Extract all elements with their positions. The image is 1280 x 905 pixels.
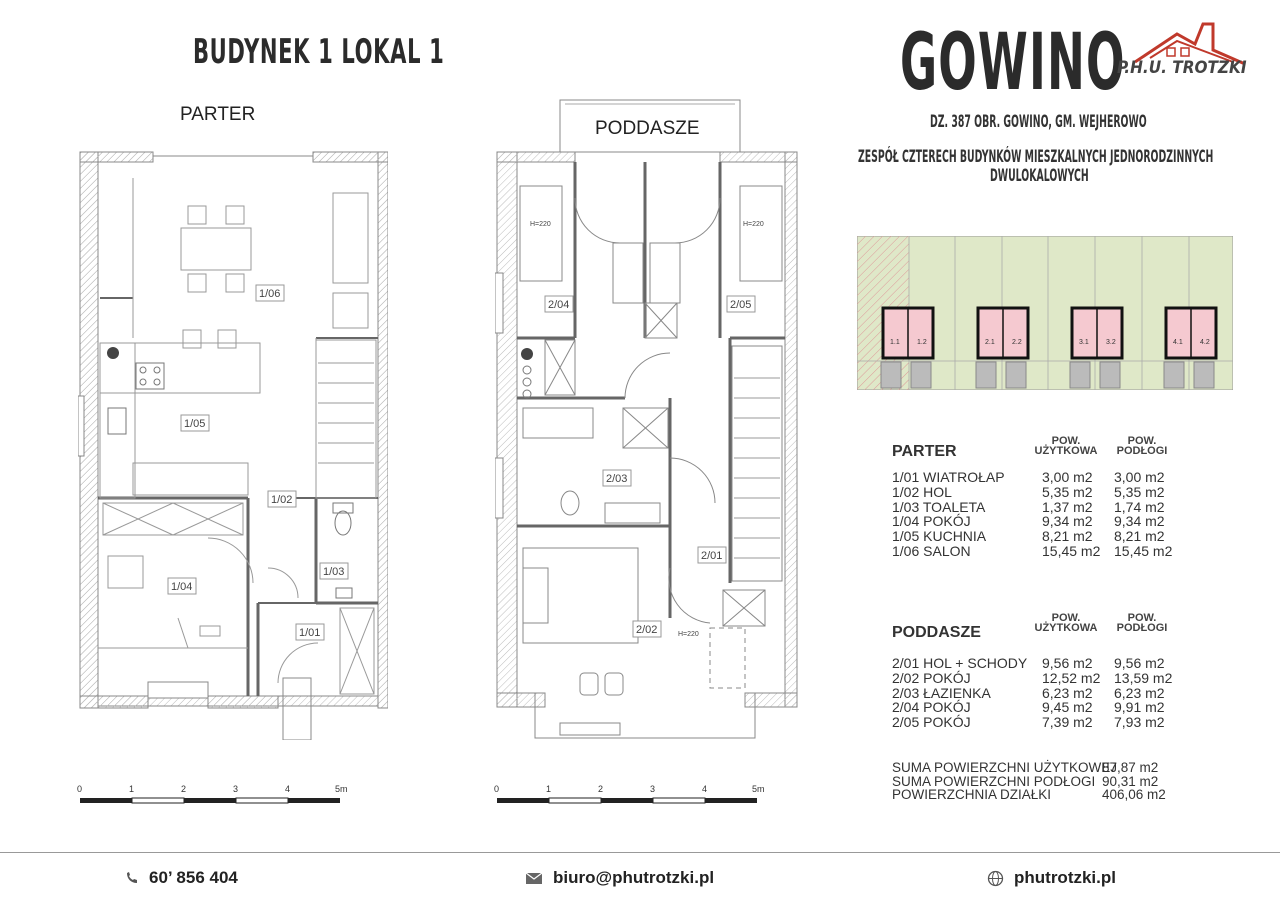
summary-label: SUMA POWIERZCHNI PODŁOGI [892, 773, 1096, 789]
area-name: 2/01 HOL + SCHODY [892, 655, 1028, 671]
svg-text:4.1: 4.1 [1173, 339, 1183, 346]
summary-row [892, 787, 1166, 802]
room-label: 1/03 [323, 566, 345, 578]
svg-text:3: 3 [233, 784, 239, 794]
floor-area-header: POW. PODŁOGI [1116, 435, 1168, 457]
room-label: 2/04 [548, 299, 570, 311]
svg-text:5m: 5m [335, 784, 348, 794]
usable-area-header: POW. UŻYTKOWA [1034, 612, 1098, 634]
website-url: phutrotzki.pl [1014, 868, 1116, 887]
footer-email[interactable] [525, 868, 714, 888]
summary-value: 406,06 m2 [1102, 787, 1166, 802]
area-name: 2/04 POKÓJ [892, 699, 971, 716]
svg-text:5m: 5m [752, 784, 765, 794]
area-floor: 9,56 m2 [1114, 655, 1165, 671]
svg-text:H=220: H=220 [530, 221, 551, 228]
area-floor: 15,45 m2 [1114, 543, 1173, 559]
svg-text:3: 3 [650, 784, 656, 794]
location-text: DZ. 387 OBR. GOWINO, GM. WEJHEROWO [930, 112, 1147, 132]
area-usable: 15,45 m2 [1042, 543, 1101, 559]
area-usable: 9,56 m2 [1042, 655, 1093, 671]
area-floor: 7,93 m2 [1114, 714, 1165, 731]
area-usable: 12,52 m2 [1042, 669, 1101, 686]
svg-text:2: 2 [598, 784, 604, 794]
svg-text:2: 2 [181, 784, 187, 794]
footer-divider [0, 852, 1280, 853]
parter-floor-plan [78, 148, 388, 740]
svg-text:0: 0 [77, 784, 83, 794]
area-floor: 3,00 m2 [1114, 469, 1165, 485]
summary-value: 87,87 m2 [1102, 760, 1159, 775]
area-floor: 6,23 m2 [1114, 684, 1165, 701]
area-usable: 5,35 m2 [1042, 483, 1093, 500]
area-name: 2/03 ŁAZIENKA [892, 684, 991, 701]
room-label: 2/03 [606, 473, 628, 485]
area-floor: 9,34 m2 [1114, 513, 1165, 530]
logo-text: P.H.U. TROTZKI [1117, 58, 1247, 78]
area-name: 2/05 POKÓJ [892, 714, 971, 731]
area-usable: 9,45 m2 [1042, 699, 1093, 716]
phone-icon [125, 871, 139, 885]
room-label: 2/02 [636, 624, 658, 636]
svg-text:1.2: 1.2 [917, 339, 927, 346]
area-floor: 1,74 m2 [1114, 498, 1165, 515]
svg-text:2.1: 2.1 [985, 339, 995, 346]
brand-name: GOWINO [900, 18, 1126, 108]
room-label: 1/05 [184, 418, 206, 430]
poddasze-floor-plan [495, 98, 805, 743]
area-usable: 6,23 m2 [1042, 684, 1093, 701]
globe-icon [987, 870, 1004, 887]
poddasze-table-title: PODDASZE [892, 624, 981, 641]
parter-label: PARTER [180, 104, 256, 125]
usable-area-header: POW. UŻYTKOWA [1034, 435, 1098, 457]
svg-text:H=220: H=220 [743, 221, 764, 228]
svg-text:1: 1 [546, 784, 552, 794]
envelope-icon [525, 872, 543, 885]
svg-text:1.1: 1.1 [890, 339, 900, 346]
room-label: 2/01 [701, 550, 723, 562]
svg-text:0: 0 [494, 784, 500, 794]
svg-text:H=220: H=220 [678, 631, 699, 638]
summary-label: SUMA POWIERZCHNI UŻYTKOWEJ [892, 760, 1118, 775]
area-floor: 8,21 m2 [1114, 528, 1165, 545]
summary-label: POWIERZCHNIA DZIAŁKI [892, 787, 1052, 802]
svg-text:4.2: 4.2 [1200, 339, 1210, 346]
svg-text:2.2: 2.2 [1012, 339, 1022, 346]
poddasze-label: PODDASZE [595, 118, 700, 139]
svg-text:3.2: 3.2 [1106, 339, 1116, 346]
email-address: biuro@phutrotzki.pl [553, 868, 715, 887]
svg-text:3.1: 3.1 [1079, 339, 1089, 346]
room-label: 1/01 [299, 627, 321, 639]
footer-website[interactable] [987, 868, 1116, 888]
site-plan [857, 236, 1233, 390]
area-usable: 3,00 m2 [1042, 469, 1093, 485]
scale-bar-poddasze [492, 783, 782, 807]
area-name: 1/01 WIATROŁAP [892, 469, 1005, 485]
description-line1: ZESPÓŁ CZTERECH BUDYNKÓW MIESZKALNYCH JEDNORODZINNYCH [858, 147, 1214, 167]
area-usable: 9,34 m2 [1042, 513, 1093, 530]
area-usable: 1,37 m2 [1042, 498, 1093, 515]
scale-bar-parter [75, 783, 365, 807]
room-label: 1/02 [271, 494, 293, 506]
footer-phone[interactable] [125, 868, 238, 888]
area-name: 1/06 SALON [892, 543, 971, 559]
svg-text:1: 1 [129, 784, 135, 794]
area-name: 1/02 HOL [892, 483, 952, 500]
area-usable: 8,21 m2 [1042, 528, 1093, 545]
area-name: 1/04 POKÓJ [892, 513, 971, 530]
page-title: BUDYNEK 1 LOKAL 1 [193, 32, 445, 72]
area-floor: 13,59 m2 [1114, 669, 1173, 686]
parter-table-title: PARTER [892, 443, 957, 460]
area-name: 2/02 POKÓJ [892, 669, 971, 686]
svg-text:4: 4 [702, 784, 708, 794]
floor-area-header: POW. PODŁOGI [1116, 612, 1168, 634]
room-label: 1/06 [259, 288, 281, 300]
room-label: 1/04 [171, 581, 193, 593]
area-name: 1/05 KUCHNIA [892, 528, 987, 545]
area-floor: 9,91 m2 [1114, 699, 1165, 716]
phone-number: 60’ 856 404 [149, 868, 238, 887]
summary-value: 90,31 m2 [1102, 773, 1159, 789]
svg-text:4: 4 [285, 784, 291, 794]
area-name: 1/03 TOALETA [892, 498, 986, 515]
area-floor: 5,35 m2 [1114, 483, 1165, 500]
area-usable: 7,39 m2 [1042, 714, 1093, 731]
description-line2: DWULOKALOWYCH [990, 166, 1089, 186]
room-label: 2/05 [730, 299, 752, 311]
